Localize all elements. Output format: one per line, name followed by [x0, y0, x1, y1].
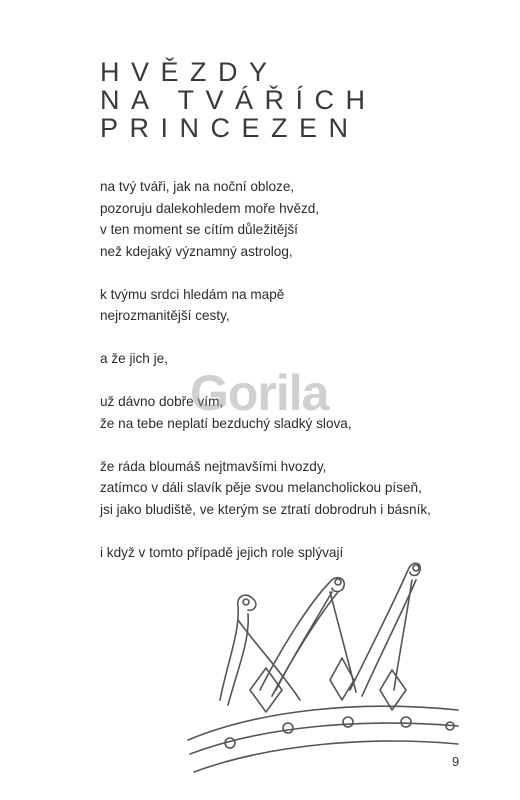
- poem-line: a že jich je,: [100, 351, 169, 366]
- poem-line: k tvýmu srdci hledám na mapě: [100, 286, 285, 302]
- title-line: PRINCEZEN: [100, 113, 360, 143]
- poem-line: jsi jako bludiště, ve kterým se ztratí dobrodruh i básník,: [100, 501, 431, 517]
- poem-line: že na tebe neplatí bezduchý sladký slova,: [100, 415, 352, 431]
- title-line: HVĚZDY: [100, 57, 279, 87]
- poem-line: než kdejaký významný astrolog,: [100, 243, 293, 259]
- poem-line: v ten moment se cítím důležitější: [100, 222, 298, 237]
- publisher-watermark: Gorila: [190, 365, 329, 421]
- stanza: [100, 284, 490, 327]
- title-line: NA TVÁŘÍCH: [100, 85, 377, 115]
- poem-line: nejrozmanitější cesty,: [100, 308, 230, 323]
- poem-title: [100, 58, 377, 142]
- stanza: [100, 176, 490, 262]
- page-number: 9: [452, 754, 460, 769]
- poem-line: na tvý tváři, jak na noční obloze,: [100, 179, 295, 194]
- poem-line: pozoruju dalekohledem moře hvězd,: [100, 200, 320, 216]
- poem-line: že ráda bloumáš nejtmavšími hvozdy,: [100, 458, 327, 474]
- crown-icon: [180, 540, 460, 790]
- stanza: [100, 456, 490, 521]
- poem-line: zatímco v dáli slavík pěje svou melancholickou píseň,: [100, 480, 422, 495]
- poem-line: i když v tomto případě jejich role splývají: [100, 544, 344, 560]
- poem-line: už dávno dobře vím,: [100, 394, 224, 409]
